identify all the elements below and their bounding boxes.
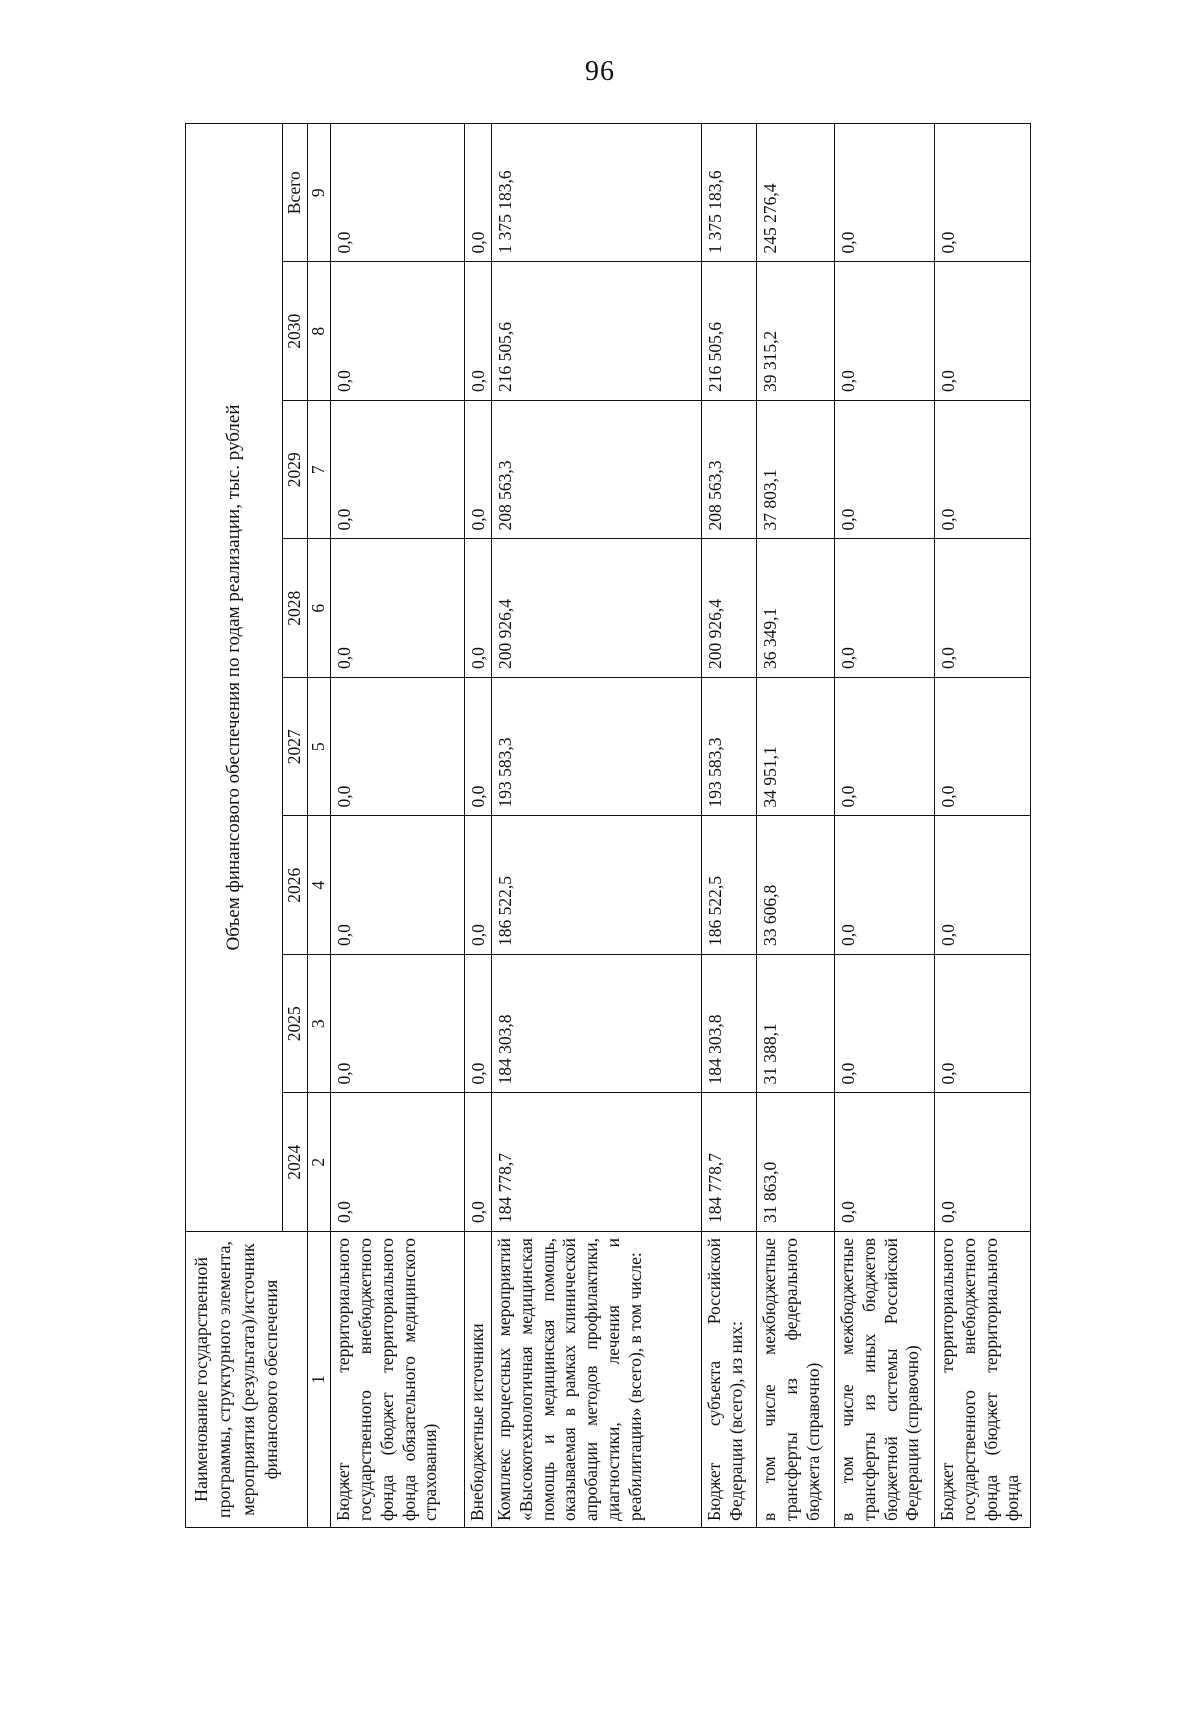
year-2028: 2028 [283,539,308,678]
cell-value: 0,0 [834,816,934,955]
cell-value: 34 951,1 [756,678,834,817]
row-name: Бюджет территориального государственного внебюджетного фонда (бюджет территориального фонда [934,1232,1030,1528]
cell-value: 1 375 183,6 [701,123,756,262]
cell-value: 0,0 [330,678,464,817]
col-number: 8 [308,262,331,401]
cell-value: 200 926,4 [491,539,701,678]
cell-value: 0,0 [464,262,491,401]
cell-value: 0,0 [934,262,1030,401]
cell-value: 184 303,8 [491,955,701,1094]
cell-value: 33 606,8 [756,816,834,955]
cell-value: 0,0 [330,816,464,955]
table-row [491,123,701,1527]
cell-value: 0,0 [464,1093,491,1232]
cell-value: 0,0 [330,955,464,1094]
col-number: 4 [308,816,331,955]
year-2029: 2029 [283,401,308,540]
row-name: в том числе межбюджетные трансферты из федерального бюджета (справочно) [756,1232,834,1528]
year-2027: 2027 [283,678,308,817]
cell-value: 216 505,6 [701,262,756,401]
cell-value: 0,0 [834,123,934,262]
year-2026: 2026 [283,816,308,955]
year-2025: 2025 [283,955,308,1094]
cell-value: 0,0 [934,539,1030,678]
cell-value: 37 803,1 [756,401,834,540]
cell-value: 0,0 [464,123,491,262]
cell-value: 0,0 [464,955,491,1094]
table-row [756,123,834,1527]
col-number: 7 [308,401,331,540]
cell-value: 200 926,4 [701,539,756,678]
cell-value: 0,0 [834,401,934,540]
cell-value: 193 583,3 [701,678,756,817]
column-number-row [308,123,331,1527]
cell-value: 184 303,8 [701,955,756,1094]
row-name: Бюджет субъекта Российской Федерации (всего), из них: [701,1232,756,1528]
cell-value: 0,0 [330,123,464,262]
cell-value: 0,0 [834,262,934,401]
cell-value: 0,0 [330,1093,464,1232]
cell-value: 0,0 [330,539,464,678]
cell-value: 0,0 [834,539,934,678]
cell-value: 31 863,0 [756,1093,834,1232]
year-total: Всего [283,123,308,262]
cell-value: 0,0 [330,401,464,540]
header-volume: Объем финансового обеспечения по годам реализации, тыс. рублей [186,123,283,1231]
cell-value: 208 563,3 [491,401,701,540]
cell-value: 31 388,1 [756,955,834,1094]
cell-value: 0,0 [464,401,491,540]
cell-value: 186 522,5 [701,816,756,955]
cell-value: 0,0 [934,955,1030,1094]
rotated-table-container [185,124,1065,1528]
year-2030: 2030 [283,262,308,401]
table-row [834,123,934,1527]
cell-value: 208 563,3 [701,401,756,540]
page-number: 96 [585,56,615,87]
col-number: 3 [308,955,331,1094]
cell-value: 0,0 [934,678,1030,817]
cell-value: 1 375 183,6 [491,123,701,262]
cell-value: 0,0 [834,1093,934,1232]
row-name: в том числе межбюджетные трансферты из иных бюджетов бюджетной системы Российской Федерации (справочно) [834,1232,934,1528]
funding-table [185,123,1031,1528]
year-2024: 2024 [283,1093,308,1232]
table-row [701,123,756,1527]
row-name: Комплекс процессных мероприятий «Высокотехнологичная медицинская помощь и медицинская помощь, оказываемая в рамках клинической апробации методов профилактики, диагностики, лечения и реабилитации» (всего), в том числе: [491,1232,701,1528]
row-name: Бюджет территориального государственного внебюджетного фонда (бюджет территориального фонда обязательного медицинского страхования) [330,1232,464,1528]
table-row [934,123,1030,1527]
cell-value: 245 276,4 [756,123,834,262]
col-number: 2 [308,1093,331,1232]
cell-value: 0,0 [330,262,464,401]
cell-value: 0,0 [834,955,934,1094]
table-row [464,123,491,1527]
cell-value: 0,0 [934,123,1030,262]
cell-value: 193 583,3 [491,678,701,817]
cell-value: 0,0 [464,816,491,955]
header-name: Наименование государственной программы, структурного элемента, мероприятия (результата)/источник финансового обеспечения [186,1232,308,1528]
col-number: 9 [308,123,331,262]
col-number: 1 [308,1232,331,1528]
cell-value: 184 778,7 [701,1093,756,1232]
table-row [330,123,464,1527]
cell-value: 0,0 [834,678,934,817]
row-name: Внебюджетные источники [464,1232,491,1528]
col-number: 5 [308,678,331,817]
cell-value: 0,0 [934,1093,1030,1232]
cell-value: 184 778,7 [491,1093,701,1232]
cell-value: 0,0 [934,816,1030,955]
cell-value: 0,0 [464,539,491,678]
cell-value: 39 315,2 [756,262,834,401]
col-number: 6 [308,539,331,678]
cell-value: 0,0 [934,401,1030,540]
cell-value: 216 505,6 [491,262,701,401]
cell-value: 186 522,5 [491,816,701,955]
cell-value: 36 349,1 [756,539,834,678]
cell-value: 0,0 [464,678,491,817]
